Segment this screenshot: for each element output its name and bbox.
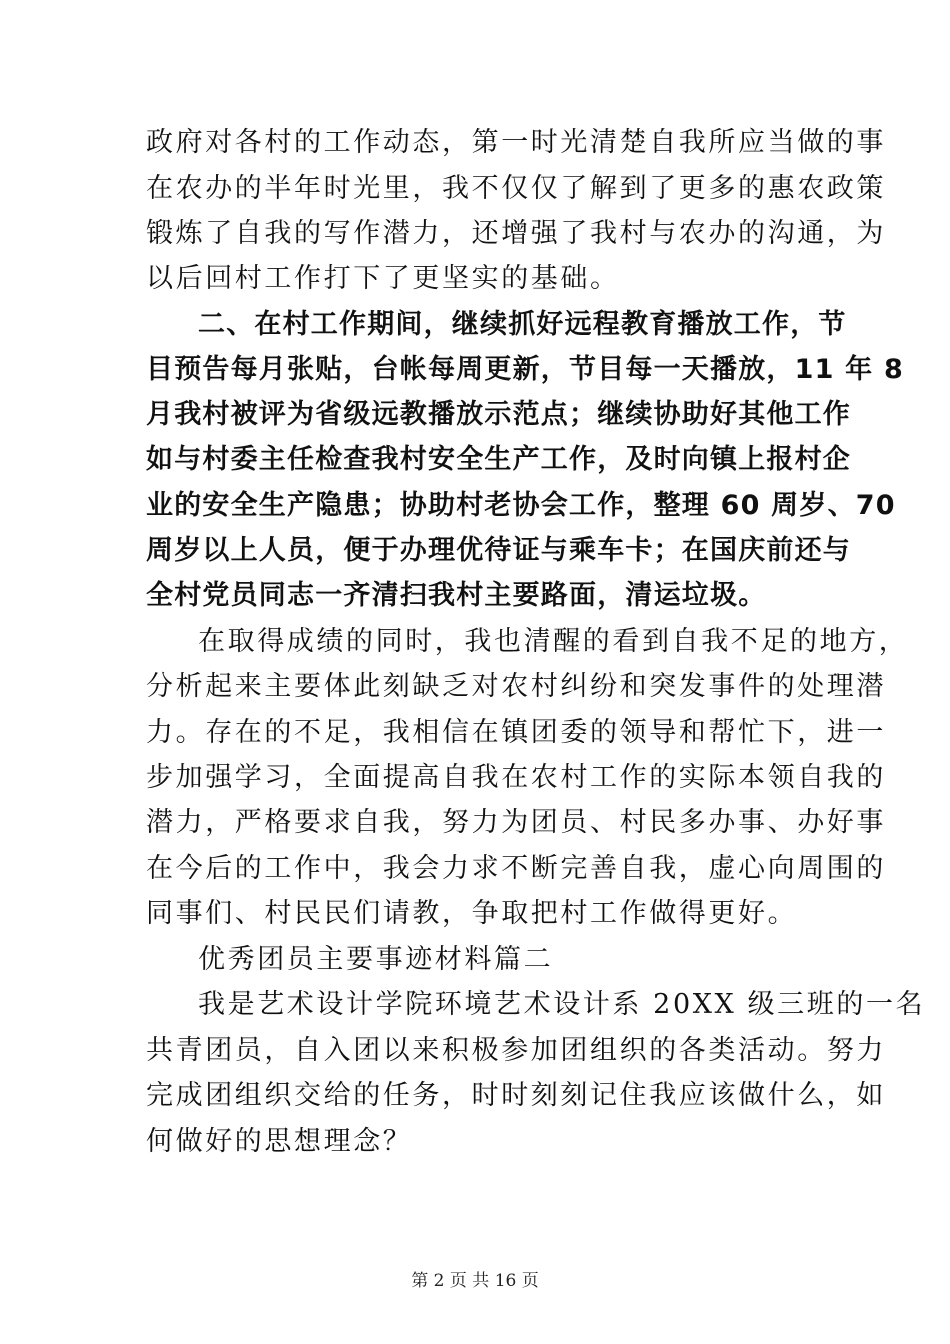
- body-text-line: 分析起来主要体此刻缺乏对农村纠纷和突发事件的处理潜: [146, 671, 886, 702]
- body-text-line: 在取得成绩的同时，我也清醒的看到自我不足的地方，: [198, 626, 909, 657]
- bold-text-line: 二、在村工作期间，继续抓好远程教育播放工作，节: [198, 309, 847, 340]
- bold-text-line: 月我村被评为省级远教播放示范点；继续协助好其他工作: [146, 399, 851, 430]
- body-text-line: 潜力，严格要求自我，努力为团员、村民多办事、办好事: [146, 807, 886, 838]
- page-number-footer: 第 2 页 共 16 页: [411, 1271, 539, 1291]
- bold-text-line: 全村党员同志一齐清扫我村主要路面，清运垃圾。: [146, 580, 767, 611]
- body-text-line: 同事们、村民民们请教，争取把村工作做得更好。: [146, 898, 798, 929]
- bold-text-line: 目预告每月张贴，台帐每周更新，节目每一天播放，11 年 8: [146, 354, 904, 385]
- body-text-line: 在今后的工作中，我会力求不断完善自我，虚心向周围的: [146, 853, 886, 884]
- body-text-line: 何做好的思想理念？: [146, 1126, 413, 1157]
- body-text-line: 共青团员，自入团以来积极参加团组织的各类活动。努力: [146, 1035, 886, 1066]
- body-text-line: 以后回村工作打下了更坚实的基础。: [146, 263, 620, 294]
- body-text-line: 我是艺术设计学院环境艺术设计系 20XX 级三班的一名: [198, 989, 926, 1020]
- body-text-line: 在农办的半年时光里，我不仅仅了解到了更多的惠农政策: [146, 173, 886, 204]
- bold-text-line: 周岁以上人员，便于办理优待证与乘车卡；在国庆前还与: [146, 535, 851, 566]
- bold-text-line: 业的安全生产隐患；协助村老协会工作，整理 60 周岁、70: [146, 490, 896, 521]
- body-text-line: 锻炼了自我的写作潜力，还增强了我村与农办的沟通，为: [146, 218, 886, 249]
- bold-text-line: 如与村委主任检查我村安全生产工作，及时向镇上报村企: [146, 444, 851, 475]
- body-text-line: 完成团组织交给的任务，时时刻刻记住我应该做什么，如: [146, 1080, 886, 1111]
- section-title: 优秀团员主要事迹材料篇二: [198, 944, 554, 975]
- body-text-line: 步加强学习，全面提高自我在农村工作的实际本领自我的: [146, 762, 886, 793]
- body-text-line: 力。存在的不足，我相信在镇团委的领导和帮忙下，进一: [146, 717, 886, 748]
- body-text-line: 政府对各村的工作动态，第一时光清楚自我所应当做的事: [146, 127, 886, 158]
